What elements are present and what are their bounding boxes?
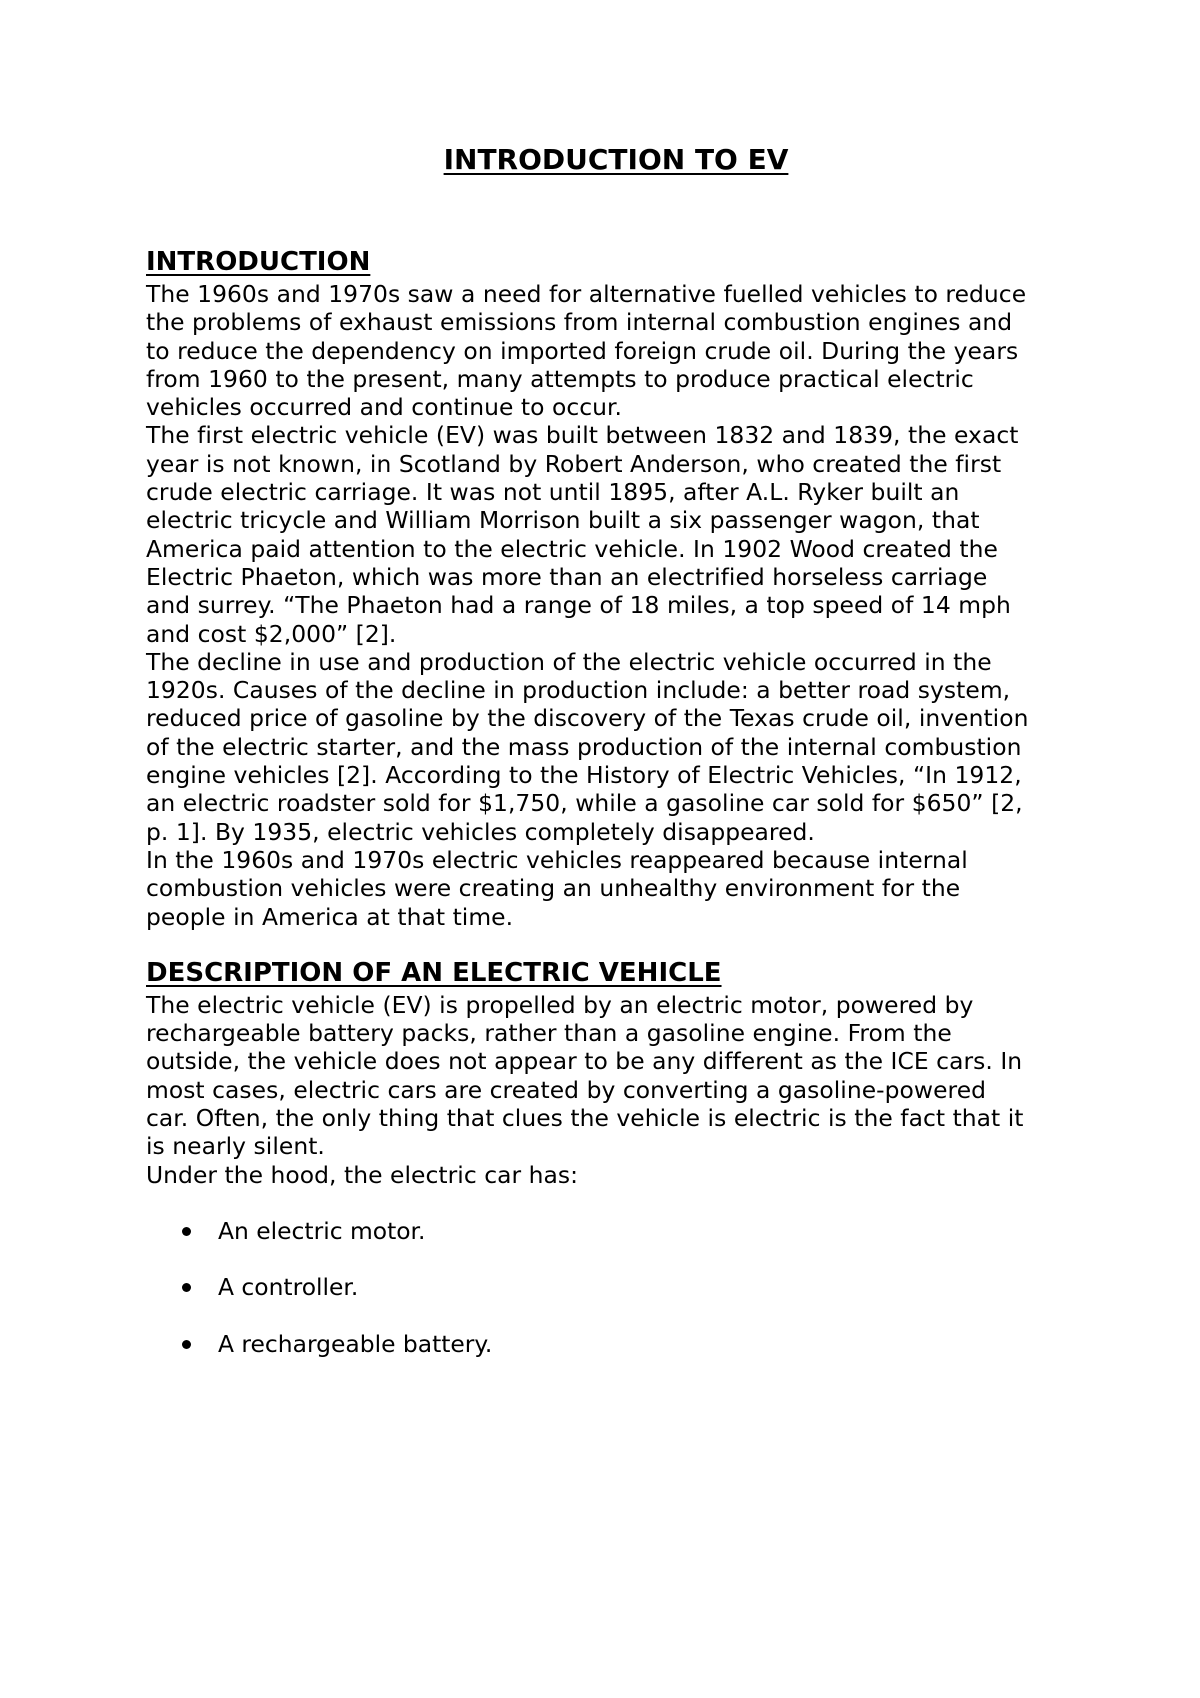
paragraph: The decline in use and production of the electric vehicle occurred in the 1920s. Causes of the decline in production include: a better road system, reduced price of gasoline by the discovery of the Texas crude oil, invention of the electric starter, and the mass production of the internal combustion engine vehicles [2]. According to the History of Electric Vehicles, “In 1912, an electric roadster sold for $1,750, while a gasoline car sold for $650” [2, p. 1]. By 1935, electric vehicles completely disappeared.: [146, 647, 1029, 846]
list-item: [146, 1217, 1086, 1245]
paragraph: The electric vehicle (EV) is propelled by an electric motor, powered by rechargeable battery packs, rather than a gasoline engine. From the outside, the vehicle does not appear to be any different as the ICE cars. In most cases, electric cars are created by converting a gasoline-powered car. Often, the only thing that clues the vehicle is electric is the fact that it is nearly silent.: [146, 990, 1024, 1161]
section-heading-introduction: INTRODUCTION: [146, 247, 371, 277]
list-item-text: A controller.: [218, 1273, 359, 1302]
list-item-text: An electric motor.: [218, 1216, 426, 1245]
bullet-icon: [182, 1283, 191, 1292]
document-title: INTRODUCTION TO EV: [443, 143, 789, 176]
paragraph: Under the hood, the electric car has:: [146, 1160, 579, 1189]
paragraph: In the 1960s and 1970s electric vehicles reappeared because internal combustion vehicles were creating an unhealthy environment for the people in America at that time.: [146, 845, 968, 931]
section-heading-description: DESCRIPTION OF AN ELECTRIC VEHICLE: [146, 957, 722, 988]
list-item-text: A rechargeable battery.: [218, 1329, 493, 1358]
document-page: [146, 140, 1086, 1386]
paragraph: The first electric vehicle (EV) was built between 1832 and 1839, the exact year is not known, in Scotland by Robert Anderson, who created the first crude electric carriage. It was not until 1895, after A.L. Ryker built an electric tricycle and William Morrison built a six passenger wagon, that America paid attention to the electric vehicle. In 1902 Wood created the Electric Phaeton, which was more than an electrified horseless carriage and surrey. “The Phaeton had a range of 18 miles, a top speed of 14 mph and cost $2,000” [2].: [146, 421, 1019, 648]
bullet-icon: [182, 1227, 191, 1236]
bullet-icon: [182, 1340, 191, 1349]
list-item: [146, 1330, 1086, 1358]
paragraph: The 1960s and 1970s saw a need for alternative fuelled vehicles to reduce the problems of exhaust emissions from internal combustion engines and to reduce the dependency on imported foreign crude oil. During the years from 1960 to the present, many attempts to produce practical electric vehicles occurred and continue to occur.: [146, 280, 1027, 422]
component-list: [146, 1217, 1086, 1358]
list-item: [146, 1273, 1086, 1301]
